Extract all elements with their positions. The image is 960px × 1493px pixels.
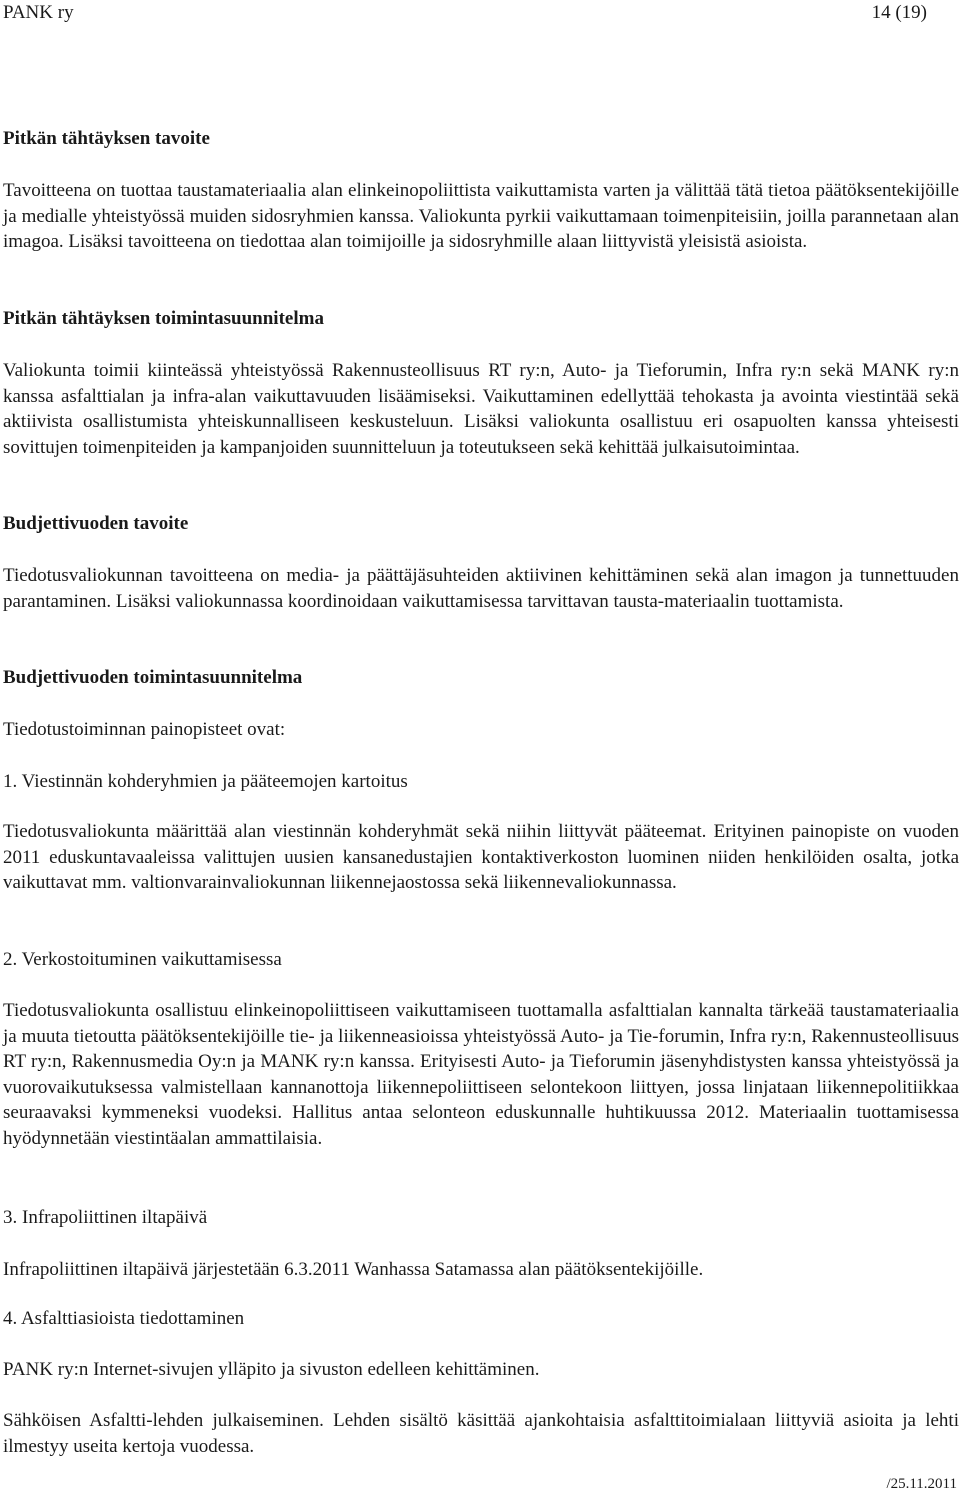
list-item-3-title: 3. Infrapoliittinen iltapäivä [3,1207,208,1228]
page-number: 14 (19) [871,2,927,23]
section-heading-long-term-goal: Pitkän tähtäyksen tavoite [3,128,210,149]
list-item-1-text: Tiedotusvaliokunta määrittää alan viestinnän kohderyhmät sekä niihin liittyvät pääteemat. Erityinen painopiste on vuoden 2011 eduskuntavaaleissa valittujen uusien kansanedustajien kontaktiverkoston luominen niiden henkilöiden osalta, jotka vaikuttavat mm. valtionvarainvaliokunnan liikennejaostossa sekä liikennevaliokunnassa. [3,821,959,893]
list-item-4-text-2: Sähköisen Asfaltti-lehden julkaiseminen. Lehden sisältö käsittää ajankohtaisia asfalttitoimialaan liittyviä asioita ja lehti ilmestyy useita kertoja vuodessa. [3,1410,959,1457]
section-heading-budget-plan: Budjettivuoden toimintasuunnitelma [3,667,303,688]
paragraph-budget-goal: Tiedotusvaliokunnan tavoitteena on media- ja päättäjäsuhteiden aktiivinen kehittäminen sekä alan imagon ja tunnettuuden parantaminen. Lisäksi valiokunnassa koordinoidaan vaikuttamisessa tarvittavan tausta-materiaalin tuottamista. [3,565,959,612]
list-item-4-title: 4. Asfalttiasioista tiedottaminen [3,1308,245,1329]
list-item-2-text: Tiedotusvaliokunta osallistuu elinkeinopoliittiseen vaikuttamiseen tuottamalla asfalttialan kannalta tärkeää taustamateriaalia ja muuta tietoutta päätöksentekijöille tie- ja liikenneasioissa yhteistyössä Auto- ja Tie-forumin, Infra ry:n, Rakennusteollisuus RT ry:n, Rakennusmedia Oy:n ja MANK ry:n kanssa. Erityisesti Auto- ja Tieforumin jäsenyhdistysten kanssa yhteistyössä ja vuorovaikutuksessa valmistellaan kannanottoja liikennepoliittiseen selontekoon liittyen, jossa linjataan liikennepolitiikkaa seuraavaksi kymmeneksi vuodeksi. Hallitus antaa selonteon eduskunnalle huhtikuussa 2012. Materiaalin tuottamisessa hyödynnetään viestintäalan ammattilaisia. [3,1000,959,1149]
organization-name: PANK ry [3,2,74,23]
list-item-4-text-1: PANK ry:n Internet-sivujen ylläpito ja sivuston edelleen kehittäminen. [3,1359,540,1380]
section-heading-budget-goal: Budjettivuoden tavoite [3,513,189,534]
priorities-intro: Tiedotustoiminnan painopisteet ovat: [3,719,286,740]
paragraph-long-term-plan: Valiokunta toimii kiinteässä yhteistyössä Rakennusteollisuus RT ry:n, Auto- ja Tieforumin, Infra ry:n sekä MANK ry:n kanssa asfalttialan ja infra-alan vaikuttavuuden lisäämiseksi. Vaikuttaminen edellyttää tehokasta ja avointa viestintää sekä aktiivista osallistumista yhteiskunnalliseen keskusteluun. Lisäksi valiokunta osallistuu eri osapuolten kanssa yhteisesti sovittujen toimenpiteiden ja kampanjoiden suunnitteluun ja toteutukseen sekä kehittää julkaisutoimintaa. [3,360,959,458]
section-heading-long-term-plan: Pitkän tähtäyksen toimintasuunnitelma [3,308,324,329]
page-header [3,0,957,26]
list-item-2-title: 2. Verkostoituminen vaikuttamisessa [3,949,282,970]
paragraph-long-term-goal: Tavoitteena on tuottaa taustamateriaalia alan elinkeinopoliittista vaikuttamista varten ja välittää tätä tietoa päätöksentekijöille ja medialle yhteistyössä muiden sidosryhmien kanssa. Valiokunta pyrkii vaikuttamaan toimenpiteisiin, joilla parannetaan alan imagoa. Lisäksi tavoitteena on tiedottaa alan toimijoille ja sidosryhmille alaan liittyvistä yleisistä asioista. [3,180,959,252]
list-item-3-text: Infrapoliittinen iltapäivä järjestetään 6.3.2011 Wanhassa Satamassa alan päätöksentekijöille. [3,1259,704,1280]
list-item-1-title: 1. Viestinnän kohderyhmien ja pääteemojen kartoitus [3,771,408,792]
document-date: /25.11.2011 [886,1476,957,1492]
